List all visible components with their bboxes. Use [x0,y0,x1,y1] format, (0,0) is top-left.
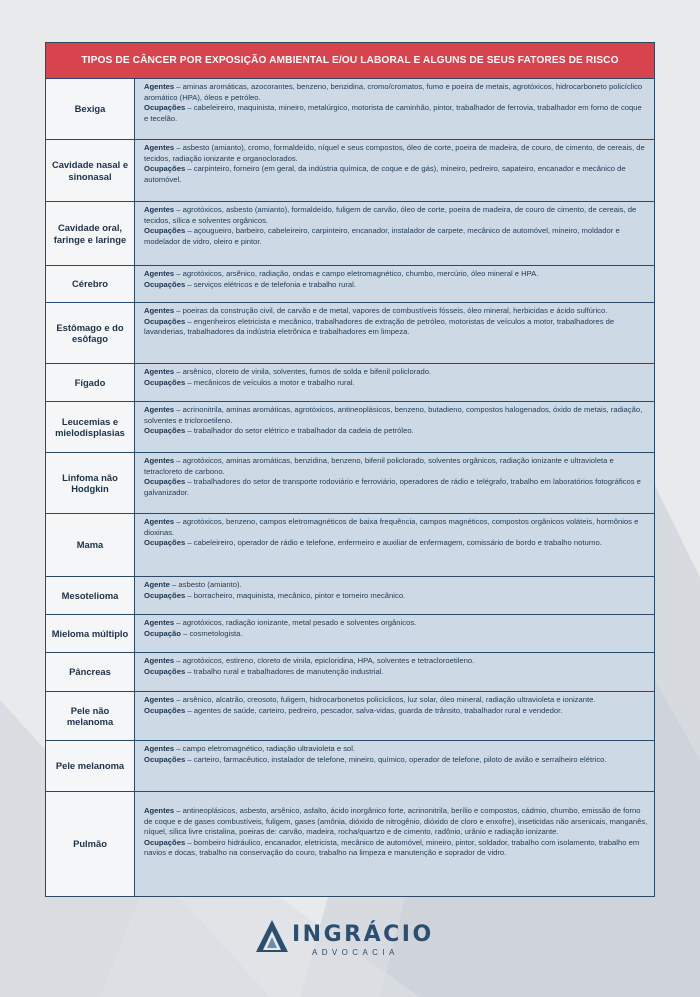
table-row [46,364,654,402]
row-description: Agentes – asbesto (amianto), cromo, formaldeído, níquel e seus compostos, óleo de corte, poeira de madeira, de couro, de cimento, de cereais, de tecidos, radiação ionizante e organoclorados. Ocupações – carpinteiro, forneiro (em geral, da indústria química, de coque e de gás), mineiro, pedreiro, sapateiro, encanador e mecânico de automóvel. [135,140,654,201]
table-row [46,202,654,266]
row-cancer-type: Pele melanoma [46,741,135,791]
row-description: Agentes – agrotóxicos, benzeno, campos eletromagnéticos de baixa frequência, campos magnéticos, compostos orgânicos voláteis, hormônios e dioxinas. Ocupações – cabeleireiro, operador de rádio e telefone, enfermeiro e auxiliar de enfermagem, comissário de bordo e trabalho noturno. [135,514,654,576]
row-description: Agentes – poeiras da construção civil, de carvão e de metal, vapores de combustíveis fósseis, óleo mineral, herbicidas e ácido sulfúrico. Ocupações – engenheiros eletricista e mecânico, trabalhadores de extração de petróleo, motoristas de veículos a motor, trabalhadores de lavanderias, trabalhadores da indústria eletrônica e trabalhadores em limpeza. [135,303,654,363]
table-row [46,303,654,364]
table-row [46,453,654,514]
row-cancer-type: Estômago e do esôfago [46,303,135,363]
table-row [46,792,654,896]
row-cancer-type: Cérebro [46,266,135,302]
row-description: Agentes – aminas aromáticas, azocorantes, benzeno, benzidina, cromo/cromatos, fumo e poeira de metais, agrotóxicos, hidrocarboneto policíclico aromático (HPA), óleos e petróleo. Ocupações – cabeleireiro, maquinista, mineiro, metalúrgico, motorista de caminhão, pintor, trabalhador de ferrovia, trabalhador em forno de coque e tecelão. [135,79,654,139]
logo-subtitle: ADVOCACIA [312,948,399,957]
table-row [46,741,654,792]
row-cancer-type: Cavidade oral, faringe e laringe [46,202,135,265]
logo-name: INGRÁCIO [292,922,434,947]
table-row [46,577,654,615]
row-cancer-type: Fígado [46,364,135,401]
table-row [46,266,654,303]
row-description: Agentes – arsênico, alcatrão, creosoto, fuligem, hidrocarbonetos policíclicos, luz solar, óleo mineral, radiação ultravioleta e ionizante. Ocupações – agentes de saúde, carteiro, pedreiro, pescador, salva-vidas, guarda de trânsito, trabalhador rural e vendedor. [135,692,654,740]
row-cancer-type: Mieloma múltiplo [46,615,135,652]
row-cancer-type: Mesotelioma [46,577,135,614]
row-description: Agentes – campo eletromagnético, radiação ultravioleta e sol. Ocupações – carteiro, farmacêutico, instalador de telefone, mineiro, químico, operador de telefone, piloto de avião e serralheiro elétrico. [135,741,654,791]
ingracio-logo [254,918,454,963]
row-cancer-type: Leucemias e mielodisplasias [46,402,135,452]
row-cancer-type: Cavidade nasal e sinonasal [46,140,135,201]
row-cancer-type: Pele não melanoma [46,692,135,740]
table-row [46,402,654,453]
table-row [46,79,654,140]
table-row [46,514,654,577]
table-row [46,692,654,741]
row-cancer-type: Linfoma não Hodgkin [46,453,135,513]
row-description: Agentes – antineoplásicos, asbesto, arsênico, asfalto, ácido inorgânico forte, acrinonitrila, berílio e compostos, cádmio, chumbo, emissão de forno de coque e de gases combustíveis, fuligem, gases (amônia, dióxido de nitrogênio, dióxido de cloro e enxofre), inseticidas não arsenicais, manganês, níquel, sílica livre cristalina, poeiras de: carvão, madeira, rocha/quartzo e de cimento, radônio, urânio e radiação ionizante. Ocupações – bombeiro hidráulico, encanador, eletricista, mecânico de automóvel, mineiro, pintor, soldador, trabalho com isolamento, trabalho em navios e docas, trabalho na conservação do couro, trabalho na limpeza e manutenção e soprador de vidro. [135,792,654,896]
table-row [46,653,654,692]
row-cancer-type: Bexiga [46,79,135,139]
table-row [46,615,654,653]
row-description: Agentes – agrotóxicos, aminas aromáticas, benzidina, benzeno, bifenil policlorado, solventes orgânicos, radiação ionizante e ultravioleta e tetracloreto de carbono. Ocupações – trabalhadores do setor de transporte rodoviário e ferroviário, operadores de rádio e telégrafo, trabalho em laboratórios fotográficos e galvanizador. [135,453,654,513]
cancer-risk-table [45,42,655,897]
row-description: Agentes – arsênico, cloreto de vinila, solventes, fumos de solda e bifenil policlorado. Ocupações – mecânicos de veículos a motor e trabalho rural. [135,364,654,401]
row-description: Agentes – agrotóxicos, arsênico, radiação, ondas e campo eletromagnético, chumbo, mercúrio, óleo mineral e HPA. Ocupações – serviços elétricos e de telefonia e trabalho rural. [135,266,654,302]
row-cancer-type: Pulmão [46,792,135,896]
row-description: Agentes – agrotóxicos, asbesto (amianto), formaldeído, fuligem de carvão, óleo de corte, poeira de madeira, de couro de cimento, de cereais, de tecidos, sílica e solventes orgânicos. Ocupações – açougueiro, barbeiro, cabeleireiro, carpinteiro, encanador, instalador de carpete, mecânico de automóvel, mineiro, moldador e modelador de vidro, oleiro e pintor. [135,202,654,265]
table-title: TIPOS DE CÂNCER POR EXPOSIÇÃO AMBIENTAL E/OU LABORAL E ALGUNS DE SEUS FATORES DE RISCO [46,43,654,79]
table-row [46,140,654,202]
row-description: Agentes – acrinonitrila, aminas aromáticas, agrotóxicos, antineoplásicos, benzeno, butadieno, compostos halogenados, óxido de metais, radiação, solventes e tricloroetileno. Ocupações – trabalhador do setor elétrico e trabalhador da cadeia de petróleo. [135,402,654,452]
row-description: Agentes – agrotóxicos, radiação ionizante, metal pesado e solventes orgânicos. Ocupação – cosmetologista. [135,615,654,652]
logo-triangle-icon [254,918,290,954]
row-cancer-type: Pâncreas [46,653,135,691]
row-cancer-type: Mama [46,514,135,576]
row-description: Agente – asbesto (amianto). Ocupações – borracheiro, maquinista, mecânico, pintor e torneiro mecânico. [135,577,654,614]
row-description: Agentes – agrotóxicos, estireno, cloreto de vinila, epicloridina, HPA, solventes e tetracloroetileno. Ocupações – trabalho rural e trabalhadores de manutenção industrial. [135,653,654,691]
